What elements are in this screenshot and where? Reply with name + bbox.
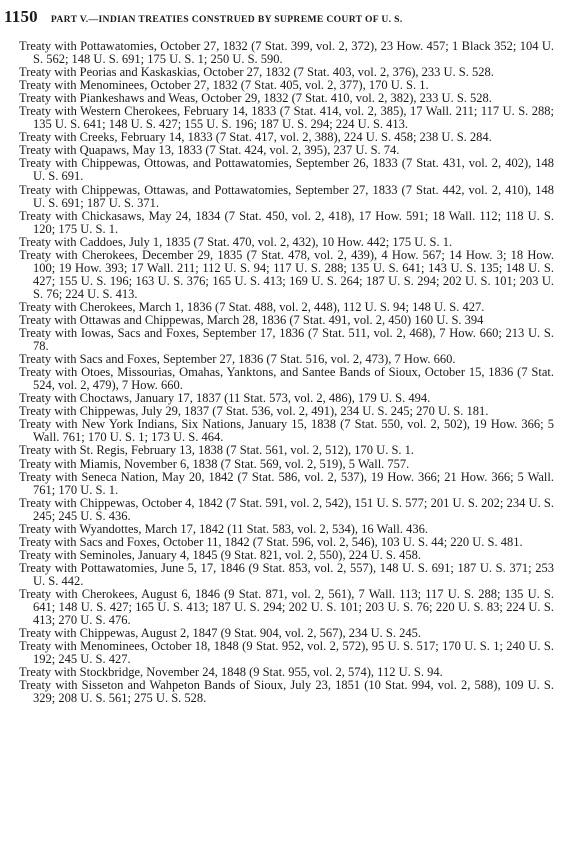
page-header [4, 7, 558, 29]
treaty-entry: Treaty with Cherokees, December 29, 1835 (7 Stat. 478, vol. 2, 439), 4 How. 567; 14 How. 3; 18 How. 100; 19 How. 393; 17 Wall. 211; 112 U. S. 94; 117 U. S. 288; 135 U. S. 641; 143 U. S. 135; 148 U. S. 427; 155 U. S. 196; 163 U. S. 376; 165 U. S. 413; 169 U. S. 264; 187 U. S. 294; 202 U. S. 101; 203 U. S. 76; 224 U. S. 413. [19, 247, 554, 301]
treaty-entry: Treaty with Cherokees, March 1, 1836 (7 Stat. 488, vol. 2, 448), 112 U. S. 94; 148 U. S. 427. [19, 299, 485, 314]
treaty-entry: Treaty with Chippewas, July 29, 1837 (7 Stat. 536, vol. 2, 491), 234 U. S. 245; 270 U. S. 181. [19, 404, 489, 419]
treaty-entry: Treaty with Pottawatomies, June 5, 17, 1846 (9 Stat. 853, vol. 2, 557), 148 U. S. 691; 187 U. S. 371; 253 U. S. 442. [19, 560, 554, 588]
treaty-entry: Treaty with Chickasaws, May 24, 1834 (7 Stat. 450, vol. 2, 418), 17 How. 591; 18 Wall. 112; 118 U. S. 120; 175 U. S. 1. [19, 208, 554, 236]
treaty-entry: Treaty with New York Indians, Six Nations, January 15, 1838 (7 Stat. 550, vol. 2, 502), 19 How. 366; 5 Wall. 761; 170 U. S. 1; 173 U. S. 464. [19, 417, 554, 445]
treaty-entry: Treaty with Chippewas, Ottowas, and Pottawatomies, September 26, 1833 (7 Stat. 431, vol. 2, 402), 148 U. S. 691. [19, 156, 554, 184]
treaty-entry: Treaty with Sacs and Foxes, September 27, 1836 (7 Stat. 516, vol. 2, 473), 7 How. 660. [19, 352, 456, 367]
page-number: 1150 [4, 7, 38, 26]
treaty-entry: Treaty with Chippewas, October 4, 1842 (7 Stat. 591, vol. 2, 542), 151 U. S. 577; 201 U. S. 202; 234 U. S. 245; 245 U. S. 436. [19, 495, 554, 523]
treaty-entry: Treaty with Sacs and Foxes, October 11, 1842 (7 Stat. 596, vol. 2, 546), 103 U. S. 44; 220 U. S. 481. [19, 534, 523, 549]
running-head: PART V.—INDIAN TREATIES CONSTRUED BY SUPREME COURT OF U. S. [50, 14, 403, 25]
treaty-entry: Treaty with Stockbridge, November 24, 1848 (9 Stat. 955, vol. 2, 574), 112 U. S. 94. [19, 665, 443, 680]
treaty-entry: Treaty with Menominees, October 18, 1848 (9 Stat. 952, vol. 2, 572), 95 U. S. 517; 170 U. S. 1; 240 U. S. 192; 245 U. S. 427. [19, 639, 554, 667]
treaty-entry: Treaty with Miamis, November 6, 1838 (7 Stat. 569, vol. 2, 519), 5 Wall. 757. [19, 456, 410, 471]
treaty-entry: Treaty with Choctaws, January 17, 1837 (11 Stat. 573, vol. 2, 486), 179 U. S. 494. [19, 391, 431, 406]
treaty-entry: Treaty with Peorias and Kaskaskias, October 27, 1832 (7 Stat. 403, vol. 2, 376), 233 U. S. 528. [19, 65, 494, 80]
treaty-entry: Treaty with Otoes, Missourias, Omahas, Yanktons, and Santee Bands of Sioux, October 15, 1836 (7 Stat. 524, vol. 2, 479), 7 How. 660. [19, 365, 554, 393]
treaty-entry: Treaty with Ottawas and Chippewas, March 28, 1836 (7 Stat. 491, vol. 2, 450) 160 U. S. 394 [19, 312, 484, 327]
treaty-entry: Treaty with Cherokees, August 6, 1846 (9 Stat. 871, vol. 2, 561), 7 Wall. 113; 117 U. S. 288; 135 U. S. 641; 148 U. S. 427; 165 U. S. 413; 187 U. S. 294; 202 U. S. 101; 203 U. S. 76; 220 U. S. 83; 224 U. S. 413; 270 U. S. 476. [19, 586, 554, 628]
treaty-entry: Treaty with Sisseton and Wahpeton Bands of Sioux, July 23, 1851 (10 Stat. 994, vol. 2, 588), 109 U. S. 329; 208 U. S. 561; 275 U. S. 528. [19, 678, 554, 706]
treaty-list [19, 40, 554, 705]
treaty-entry: Treaty with Seneca Nation, May 20, 1842 (7 Stat. 586, vol. 2, 537), 19 How. 366; 21 How. 366; 5 Wall. 761; 170 U. S. 1. [19, 469, 554, 497]
treaty-entry: Treaty with Chippewas, August 2, 1847 (9 Stat. 904, vol. 2, 567), 234 U. S. 245. [19, 626, 421, 641]
treaty-entry: Treaty with Piankeshaws and Weas, October 29, 1832 (7 Stat. 410, vol. 2, 382), 233 U. S. 528. [19, 91, 492, 106]
treaty-entry: Treaty with Western Cherokees, February 14, 1833 (7 Stat. 414, vol. 2, 385), 17 Wall. 211; 117 U. S. 288; 135 U. S. 641; 148 U. S. 427; 155 U. S. 196; 187 U. S. 294; 224 U. S. 413. [19, 104, 554, 132]
treaty-entry: Treaty with Pottawatomies, October 27, 1832 (7 Stat. 399, vol. 2, 372), 23 How. 457; 1 Black 352; 104 U. S. 562; 148 U. S. 691; 175 U. S. 1; 250 U. S. 590. [19, 39, 554, 67]
treaty-entry: Treaty with Seminoles, January 4, 1845 (9 Stat. 821, vol. 2, 550), 224 U. S. 458. [19, 547, 421, 562]
treaty-entry: Treaty with Wyandottes, March 17, 1842 (11 Stat. 583, vol. 2, 534), 16 Wall. 436. [19, 521, 428, 536]
treaty-entry: Treaty with St. Regis, February 13, 1838 (7 Stat. 561, vol. 2, 512), 170 U. S. 1. [19, 443, 415, 458]
treaty-entry: Treaty with Quapaws, May 13, 1833 (7 Stat. 424, vol. 2, 395), 237 U. S. 74. [19, 143, 400, 158]
treaty-entry: Treaty with Menominees, October 27, 1832 (7 Stat. 405, vol. 2, 377), 170 U. S. 1. [19, 78, 429, 93]
treaty-entry: Treaty with Iowas, Sacs and Foxes, September 17, 1836 (7 Stat. 511, vol. 2, 468), 7 How. 660; 213 U. S. 78. [19, 326, 554, 354]
treaty-entry: Treaty with Caddoes, July 1, 1835 (7 Stat. 470, vol. 2, 432), 10 How. 442; 175 U. S. 1. [19, 234, 453, 249]
treaty-entry: Treaty with Creeks, February 14, 1833 (7 Stat. 417, vol. 2, 388), 224 U. S. 458; 238 U. S. 284. [19, 130, 492, 145]
treaty-entry: Treaty with Chippewas, Ottawas, and Pottawatomies, September 27, 1833 (7 Stat. 442, vol. 2, 410), 148 U. S. 691; 187 U. S. 371. [19, 182, 554, 210]
